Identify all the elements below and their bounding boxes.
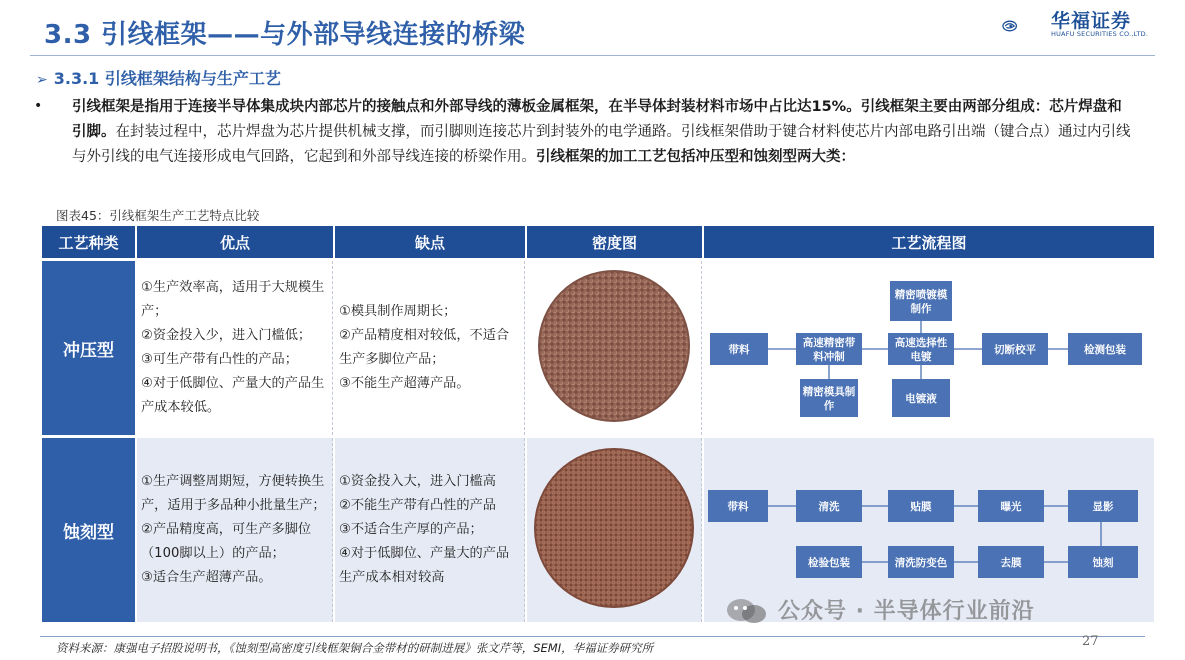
flow-node: [892, 379, 950, 417]
arrow-icon: ➢: [36, 72, 48, 88]
pros-stamping: ①生产效率高，适用于大规模生产； ②资金投入少，进入门槛低； ③可生产带有凸性的产品； ④对于低脚位、产量大的产品生产成本较低。: [137, 261, 333, 435]
flow-node: [888, 490, 954, 522]
density-image-stamping: [527, 261, 702, 435]
section-subtitle-text: 3.3.1 引线框架结构与生产工艺: [53, 69, 281, 88]
logo-subtitle: HUAFU SECURITIES CO.,LTD.: [1051, 30, 1149, 38]
logo-name: 华福证券: [1051, 10, 1132, 32]
flow-node: [982, 333, 1048, 365]
svg-text:检测包装: 检测包装: [1084, 344, 1126, 356]
header-cons: 缺点: [335, 226, 525, 258]
svg-text:高速精密带: 高速精密带: [802, 337, 856, 349]
flow-node: [978, 490, 1044, 522]
flow-stamping: [704, 261, 1154, 435]
huafu-logo-icon: [1002, 6, 1050, 46]
svg-text:料冲制: 料冲制: [813, 351, 845, 363]
svg-text:清洗: 清洗: [818, 501, 840, 513]
svg-text:曝光: 曝光: [1000, 501, 1022, 513]
stamping-density-image: [534, 266, 694, 426]
svg-text:带料: 带料: [727, 501, 749, 513]
svg-text:制作: 制作: [910, 303, 932, 315]
svg-text:去膜: 去膜: [1000, 557, 1022, 569]
flow-node: [800, 379, 858, 417]
svg-text:电镀: 电镀: [910, 351, 932, 363]
cons-stamping: ①模具制作周期长； ②产品精度相对较低，不适合生产多脚位产品； ③不能生产超薄产品。: [335, 261, 525, 435]
page-number: 27: [1082, 634, 1099, 649]
footer-divider: [40, 636, 1145, 637]
section-subtitle: [36, 66, 281, 89]
flow-node: [796, 333, 862, 365]
flow-node: [710, 333, 768, 365]
flow-node: [888, 546, 954, 578]
table-header-row: [42, 226, 1154, 258]
svg-text:高速选择性: 高速选择性: [894, 337, 948, 349]
intro-paragraph: [72, 95, 1132, 170]
etching-density-image: [531, 445, 697, 611]
svg-text:作: 作: [823, 400, 835, 412]
flow-node: [1068, 546, 1138, 578]
svg-text:精密模具制: 精密模具制: [802, 386, 856, 398]
stamping-flowchart: [704, 261, 1150, 431]
header-kind: 工艺种类: [42, 226, 135, 258]
svg-text:显影: 显影: [1092, 501, 1114, 513]
flow-node: [978, 546, 1044, 578]
kind-etching: 蚀刻型: [42, 438, 135, 622]
cons-etching: ①资金投入大，进入门槛高 ②不能生产带有凸性的产品 ③不适合生产厚的产品； ④对于低脚位、产量大的产品生产成本相对较高: [335, 438, 525, 622]
page-title: 3.3 引线框架——与外部导线连接的桥梁: [44, 20, 526, 50]
figure-caption: 图表45：引线框架生产工艺特点比较: [56, 208, 260, 223]
paragraph-bold-2: 引线框架的加工工艺包括冲压型和蚀刻型两大类：: [536, 149, 855, 165]
header-pros: 优点: [137, 226, 333, 258]
svg-text:蚀刻: 蚀刻: [1092, 557, 1114, 569]
svg-text:切断校平: 切断校平: [994, 344, 1036, 356]
flow-node: [1068, 490, 1138, 522]
paragraph-normal: 在封装过程中，芯片焊盘为芯片提供机械支撑，而引脚则连接芯片到封装外的电学通路。引线框架借助于键合材料使芯片内部电路引出端（键合点）通过内引线与外引线的电气连接形成电气回路，它起到和外部导线连接的桥梁作用。: [72, 124, 1131, 165]
svg-text:清洗防变色: 清洗防变色: [894, 557, 948, 569]
flow-node: [708, 490, 768, 522]
flow-node: [796, 546, 862, 578]
etching-flowchart: [704, 438, 1150, 618]
table-row-stamping: [42, 261, 1154, 435]
flow-node: [888, 333, 954, 365]
source-note: 资料来源：康强电子招股说明书，《蚀刻型高密度引线框架铜合金带材的研制进展》张文芹等，SEMI，华福证券研究所: [56, 641, 654, 655]
flow-node: [796, 490, 862, 522]
flow-node: [1068, 333, 1142, 365]
watermark-text: 公众号 · 半导体行业前沿: [778, 599, 1035, 624]
bullet-icon: •: [34, 98, 43, 114]
kind-stamping: 冲压型: [42, 261, 135, 435]
wechat-icon: [725, 597, 769, 625]
density-image-etching: [527, 438, 702, 622]
svg-text:贴膜: 贴膜: [910, 501, 932, 513]
pros-etching: ①生产调整周期短，方便转换生产，适用于多品种小批量生产； ②产品精度高，可生产多脚位（100脚以上）的产品； ③适合生产超薄产品。: [137, 438, 333, 622]
svg-text:检验包装: 检验包装: [808, 557, 850, 569]
title-divider: [30, 55, 1155, 56]
header-density: 密度图: [527, 226, 702, 258]
paragraph-bold-1: 引线框架是指用于连接半导体集成块内部芯片的接触点和外部导线的薄板金属框架，在半导体封装材料市场中占比达15%。引线框架主要由两部分组成：芯片焊盘和引脚。: [72, 99, 1122, 140]
svg-text:精密喷镀模: 精密喷镀模: [894, 289, 948, 301]
comparison-table: [40, 226, 1156, 622]
svg-text:电镀液: 电镀液: [905, 393, 937, 405]
header-flow: 工艺流程图: [704, 226, 1154, 258]
svg-text:带料: 带料: [728, 344, 750, 356]
flow-node: [890, 281, 952, 321]
